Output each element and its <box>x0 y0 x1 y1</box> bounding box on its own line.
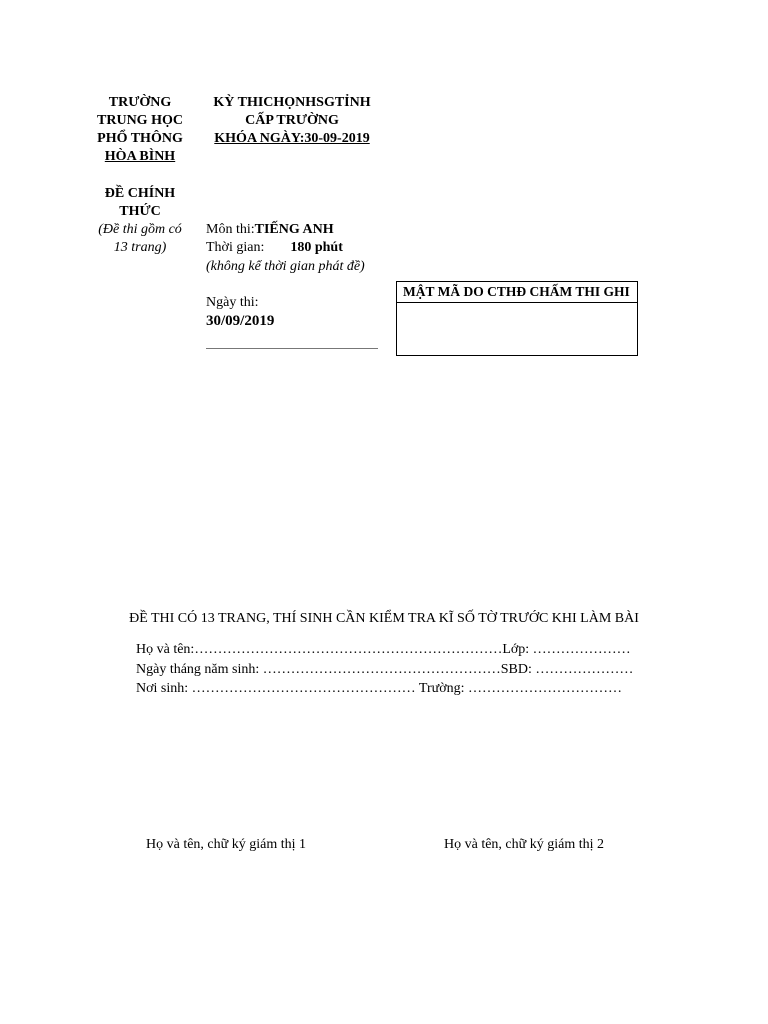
duration-value: 180 phút <box>290 240 343 255</box>
exam-date-label: Ngày thi: <box>206 295 259 310</box>
school-name-line: TRƯỜNG <box>108 95 172 110</box>
subject-label: Môn thi: <box>206 222 255 237</box>
official-exam-label-line: ĐỀ CHÍNH <box>104 186 176 201</box>
exam-title-line: CẤP TRƯỜNG <box>245 113 339 128</box>
school-name-line: PHỔ THÔNG <box>97 131 183 146</box>
secret-code-title: MẬT MÃ DO CTHĐ CHẤM THI GHI <box>397 282 637 303</box>
page-count-warning: ĐỀ THI CÓ 13 TRANG, THÍ SINH CẦN KIỂM TRA KĨ SỐ TỜ TRƯỚC KHI LÀM BÀI <box>129 611 639 626</box>
school-name-line: HÒA BÌNH <box>104 149 176 164</box>
page-count-note-line: (Đề thi gồm có <box>98 222 182 237</box>
school-name <box>88 94 192 166</box>
page-count-note <box>84 221 196 257</box>
exam-date-value: 30/09/2019 <box>206 313 275 329</box>
school-name-line: TRUNG HỌC <box>97 113 183 128</box>
duration-label: Thời gian: <box>206 240 265 255</box>
official-exam-label-line: THỨC <box>119 204 161 219</box>
header-divider <box>206 348 378 349</box>
secret-code-area[interactable] <box>397 303 637 356</box>
subject-value: TIẾNG ANH <box>254 222 334 237</box>
duration-note: (không kể thời gian phát đề) <box>206 259 365 274</box>
candidate-birthplace-school-field[interactable]: Nơi sinh: ………………………………………… Trường: …………………………… <box>136 681 622 696</box>
candidate-name-class-field[interactable]: Họ và tên:…………………………………………………………Lớp: ………………… <box>136 642 631 657</box>
official-exam-label <box>88 185 192 221</box>
exam-date-heading: KHÓA NGÀY:30-09-2019 <box>214 131 370 146</box>
page-count-note-line: 13 trang) <box>113 240 167 255</box>
invigilator-2-signature-label: Họ và tên, chữ ký giám thị 2 <box>444 837 605 852</box>
exam-title-line: KỲ THICHỌNHSGTỈNH <box>213 95 371 110</box>
duration-row <box>206 239 343 257</box>
secret-code-box <box>396 281 638 356</box>
invigilator-1-signature-label: Họ và tên, chữ ký giám thị 1 <box>146 837 307 852</box>
exam-title <box>204 94 380 148</box>
candidate-birthdate-sbd-field[interactable]: Ngày tháng năm sinh: ……………………………………………SBD: ………………… <box>136 662 634 677</box>
subject-row <box>206 221 334 239</box>
